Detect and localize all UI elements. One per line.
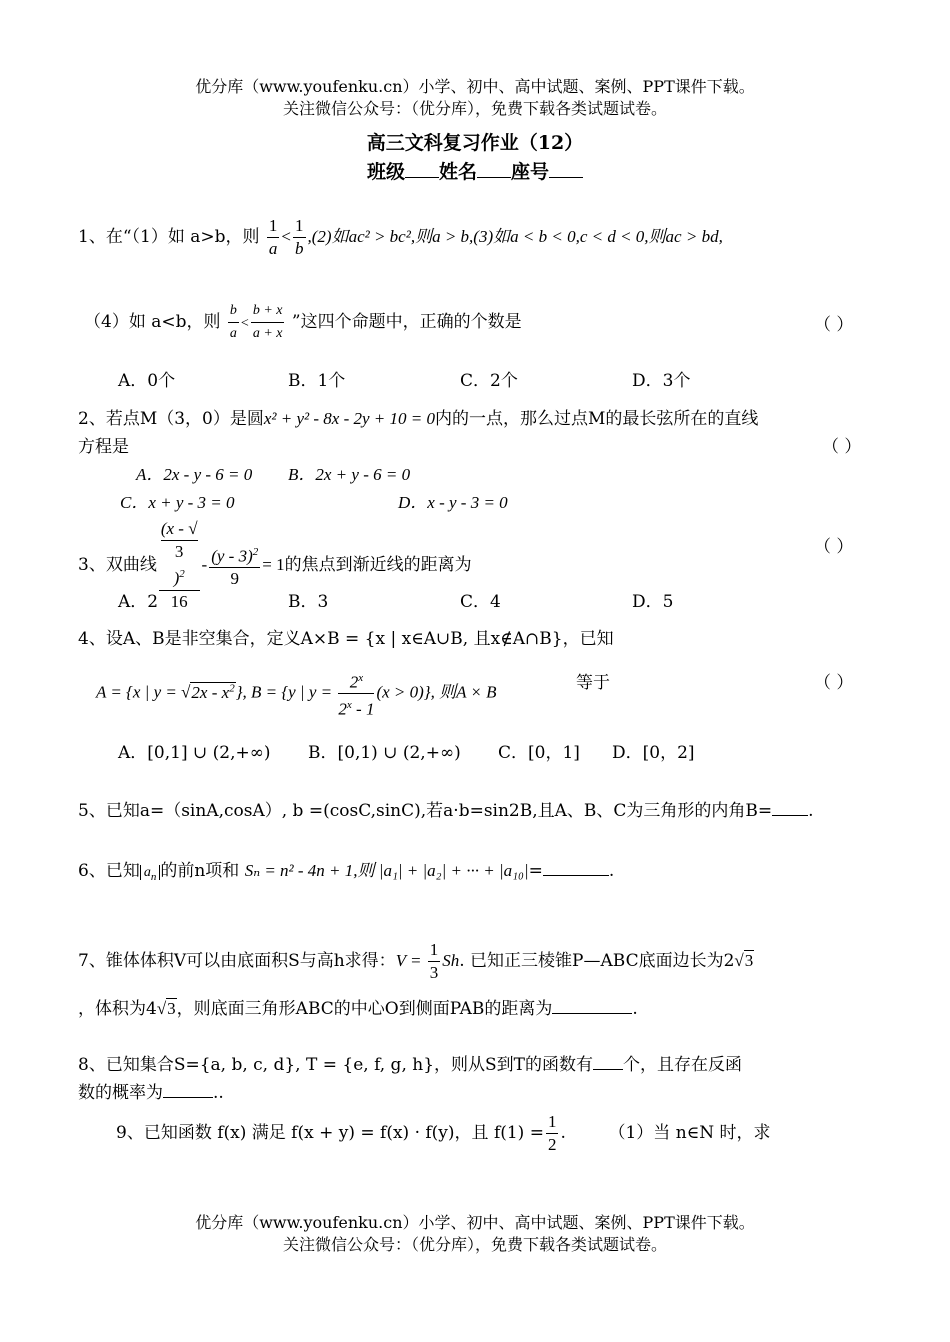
q7-line1b: . 已知正三棱锥P—ABC底面边长为2 (459, 951, 735, 971)
q2-circle-equation: x² + y² - 8x - 2y + 10 = 0 (263, 409, 435, 428)
header-line-1: 优分库（www.youfenku.cn）小学、初中、高中试题、案例、PPT课件下载。 (195, 77, 755, 96)
q2-answer-paren[interactable]: （ ） (822, 437, 862, 457)
q3-option-c[interactable]: C．4 (460, 592, 501, 612)
q6-formula: Sₙ = n² - 4n + 1,则 |a₁| + |a₂| + ··· + |a₁₀| (244, 861, 529, 880)
q8-line-2 (78, 1078, 224, 1103)
class-label: 班级 (366, 161, 405, 183)
q3-frac-2: $\frac{(y - 3)^2}{9}$ (209, 541, 260, 591)
q1-line2-prefix: （4）如 (84, 312, 146, 332)
q7-line-2: ，体积为4√3，则底面三角形ABC的中心O到侧面PAB的距离为 . (78, 999, 638, 1019)
q3-option-d[interactable]: D．5 (632, 592, 674, 612)
q3-prefix: 3、双曲线 (78, 554, 157, 575)
q1-option-b[interactable]: B．1个 (288, 371, 346, 391)
q7-line2a: ，体积为4 (78, 999, 157, 1019)
q2-option-c[interactable]: C．x + y - 3 = 0 (120, 493, 235, 512)
q1-option-a[interactable]: A．0个 (118, 371, 176, 391)
q4-option-c[interactable]: C．[0，1] (498, 743, 580, 763)
q8-line2a: 数的概率为 (78, 1083, 163, 1103)
q3-frac-1: (x - √ 3 )$^2$ 16 (160, 519, 198, 611)
q6-answer-blank[interactable] (543, 875, 609, 876)
page-title: 高三文科复习作业（12） (366, 132, 584, 154)
q4-frac: $\frac{2^x}{2^x - 1}$ (338, 667, 374, 721)
q2-text-a: 2、若点M（3，0）是圆 (78, 409, 264, 429)
q1-line-2: （4）如 a<b，则 $\frac{b}{a}$ < $\frac{b + x}{a + x}$ ”这四个命题中，正确的个数是 (84, 300, 522, 345)
q3-option-b[interactable]: B．3 (288, 592, 329, 612)
q1-frac-1a: $\frac{1}{a}$ (268, 216, 278, 258)
q2-line-1 (78, 404, 758, 429)
q2-text-b: 内的一点，那么过点M的最长弦所在的直线 (434, 409, 759, 429)
q8-line1b: 个，且存在反函 (623, 1055, 742, 1075)
q7-answer-blank[interactable] (552, 1013, 632, 1014)
q5-end: . (808, 801, 814, 821)
q7-line2b: ，则底面三角形ABC的中心O到侧面PAB的距离为 (176, 999, 553, 1019)
q1-line2-cond: a<b，则 (151, 312, 221, 332)
name-label: 姓名 (438, 161, 477, 183)
q8-line-1 (78, 1050, 742, 1075)
q1-prefix: 1、在“（1）如 (78, 227, 185, 247)
q6-end: . (608, 861, 615, 881)
q4-line-2: A = {x | $y = √2x - x^2$}, B = {y | y = $\frac{2^x}{2^x - 1}$ (x > 0)}, 则A × B (96, 662, 497, 721)
q2-option-a[interactable]: A．2x - y - 6 = 0 (136, 465, 253, 484)
q1-option-d[interactable]: D．3个 (632, 371, 691, 391)
q8-line1a: 8、已知集合S={a, b, c, d}, T = {e, f, g, h}，则从S到T的函数有 (78, 1055, 593, 1075)
q2-line-2: 方程是 (78, 437, 129, 457)
q3-answer-paren[interactable]: （ ） (814, 537, 854, 557)
q2-option-d[interactable]: D．x - y - 3 = 0 (398, 493, 508, 512)
q9-line: 9、已知函数 f(x) 满足 f(x + y) = f(x) · f(y)，且 f(1) = $\frac{1}{2}$ . （1）当 n∈N 时，求 (116, 1112, 771, 1154)
q7-line1a: 7、锥体体积V可以由底面积S与高h求得： (78, 951, 396, 971)
seat-label: 座号 (511, 161, 550, 183)
q7-end: . (632, 999, 638, 1019)
q1-line2-tail: ”这四个命题中，正确的个数是 (291, 312, 522, 332)
q9-text-b: （1）当 n∈N 时，求 (608, 1123, 771, 1143)
q1-frac-1b: $\frac{1}{b}$ (295, 216, 304, 258)
q8-answer-blank-2[interactable] (163, 1097, 213, 1098)
class-blank[interactable] (405, 177, 439, 178)
q5-line (78, 796, 814, 821)
footer-line-1: 优分库（www.youfenku.cn）小学、初中、高中试题、案例、PPT课件下载。 (195, 1213, 755, 1232)
q5-text: 5、已知a=（sinA,cosA）, b =(cosC,sinC),若a·b=sin2B,且A、B、C为三角形的内角B= (78, 801, 773, 821)
q7-line-1: 7、锥体体积V可以由底面积S与高h求得：V = $\frac{1}{3}$ Sh. 已知正三棱锥P—ABC底面边长为2√3 (78, 940, 754, 982)
q8-answer-blank-1[interactable] (593, 1069, 623, 1070)
q6-prefix: 6、已知 (78, 861, 140, 881)
q1-cond1: a>b，则 (190, 227, 260, 247)
footer-line-2: 关注微信公众号：（优分库），免费下载各类试题试卷。 (282, 1235, 667, 1254)
header-line-2: 关注微信公众号：（优分库），免费下载各类试题试卷。 (282, 99, 667, 118)
q4-option-a[interactable]: A．[0,1] ∪ (2,+∞) (118, 743, 271, 763)
q1-answer-paren[interactable]: （ ） (814, 315, 854, 335)
q3-suffix: 的焦点到渐近线的距离为 (284, 554, 472, 575)
q6-mid: 的前n项和 (160, 861, 240, 881)
q3-line: 3、双曲线 (x - √ 3 )$^2$ 16 - $\frac{(y - 3)^2}{9}$ = 1的焦点到渐近线的距离为 (78, 519, 472, 611)
q1-frac-2a: $\frac{b}{a}$ (228, 300, 239, 345)
q4-line-1: 4、设A、B是非空集合，定义A×B = {x | x∈A∪B, 且x∉A∩B}，已知 (78, 629, 614, 649)
q4-option-d[interactable]: D．[0，2] (612, 743, 695, 763)
q9-text-a: 9、已知函数 f(x) 满足 f(x + y) = f(x) · f(y)，且 f(1) = (116, 1123, 544, 1143)
q6-sequence: $a_n$ (140, 865, 161, 880)
q5-answer-blank[interactable] (772, 815, 808, 816)
q1-frac-2b: $\frac{b + x}{a + x}$ (251, 300, 285, 345)
q4-line2-tail: 等于 (576, 673, 610, 693)
seat-blank[interactable] (549, 177, 583, 178)
q2-option-b[interactable]: B．2x + y - 6 = 0 (288, 465, 411, 484)
q4-option-b[interactable]: B．[0,1) ∪ (2,+∞) (308, 743, 461, 763)
q1-rest: ,(2)如ac² > bc²,则a > b,(3)如a < b < 0,c < d < 0,则ac > bd, (307, 227, 723, 246)
q6-line (78, 856, 614, 883)
q8-end: .. (213, 1083, 224, 1103)
q1-line-1: 1、在“（1）如 a>b，则 $\frac{1}{a}$ < $\frac{1}{b}$ ,(2)如ac² > bc²,则a > b,(3)如a < b < 0,c < d < 0,则ac > bd, (78, 216, 723, 258)
q4-answer-paren[interactable]: （ ） (814, 673, 854, 693)
q9-frac: $\frac{1}{2}$ (547, 1112, 557, 1154)
q7-frac: $\frac{1}{3}$ (429, 940, 439, 982)
q6-eq: = (528, 861, 543, 881)
q1-option-c[interactable]: C．2个 (460, 371, 518, 391)
q3-option-a[interactable]: A．2 (118, 592, 159, 612)
name-blank[interactable] (477, 177, 511, 178)
page-subtitle (0, 157, 950, 184)
